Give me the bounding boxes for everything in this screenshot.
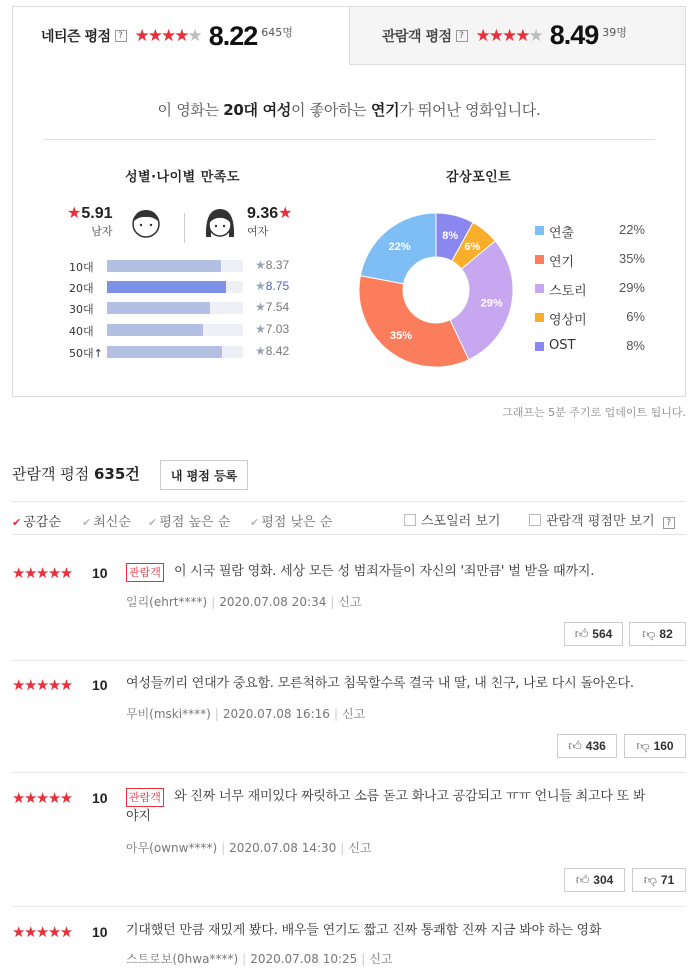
star-rating-icon: ★★★★★ — [475, 25, 542, 46]
tab-netizen-rating[interactable] — [13, 7, 349, 65]
report-link[interactable]: 신고 — [338, 595, 362, 609]
legend-label: 스토리 — [549, 284, 587, 299]
legend-percent: 29% — [618, 280, 645, 295]
age-bar-track — [107, 346, 243, 358]
age-bar-track — [107, 260, 243, 272]
star-icon: ★ — [255, 322, 266, 336]
review-stars-icon: ★★★★★ — [12, 564, 72, 582]
donut-slice-label: 29% — [480, 297, 503, 310]
review-text: 기대했던 만큼 재밌게 봤다. 배우들 연기도 짧고 진짜 통쾌함 진짜 지금 봐야 하는 영화 — [126, 923, 602, 938]
donut-slice-label: 8% — [442, 229, 459, 242]
reviews-title — [12, 463, 140, 484]
female-score — [247, 203, 292, 239]
register-rating-button[interactable]: 내 평점 등록 — [160, 460, 248, 490]
age-label: 50대↑ — [69, 347, 103, 360]
dislike-button[interactable] — [624, 734, 686, 758]
audience-badge: 관람객 — [126, 788, 164, 807]
thumbs-down-icon: 👎︎ — [636, 738, 650, 753]
report-link[interactable]: 신고 — [341, 707, 366, 721]
legend-swatch — [535, 313, 544, 322]
review-date: 2020.07.08 20:34 — [219, 595, 327, 609]
age-bar-fill — [107, 281, 226, 293]
age-row — [69, 301, 309, 315]
review-text: 이 시국 필람 영화. 세상 모든 성 범죄자들이 자신의 '죄만큼' 벌 받을 때까지. — [174, 564, 595, 579]
reviews-title-text: 관람객 평점 — [12, 465, 90, 483]
sort-latest[interactable] — [82, 511, 131, 530]
age-bar-fill — [107, 346, 222, 358]
summary-text: 이 영화는 — [157, 101, 224, 119]
check-icon: ✔ — [12, 516, 22, 529]
update-note: 그래프는 5분 주기로 업데이트 됩니다. — [502, 406, 686, 419]
age-row — [69, 323, 309, 337]
legend-item — [535, 252, 645, 268]
review-date: 2020.07.08 14:30 — [229, 841, 337, 855]
legend-label: OST — [549, 338, 576, 353]
age-row — [69, 259, 309, 273]
review-text: 여성들끼리 연대가 중요함. 모른척하고 침묵할수록 결국 내 딸, 내 친구, 나로 다시 돌아온다. — [126, 676, 634, 691]
like-button[interactable] — [564, 622, 623, 646]
review-text-line1: 와 진짜 너무 재미있다 짜릿하고 소름 돋고 화나고 공감되고 ㅠㅠ 언니들 최고다 또 봐 — [174, 789, 646, 804]
legend-swatch — [535, 342, 544, 351]
review-divider — [12, 660, 686, 661]
legend-percent: 6% — [626, 309, 645, 324]
dislike-button[interactable] — [632, 868, 686, 892]
star-icon: ★ — [255, 344, 266, 358]
points-title: 감상포인트 — [446, 170, 512, 185]
male-label: 남자 — [91, 225, 113, 238]
star-icon: ★ — [255, 258, 266, 272]
review-score: 10 — [92, 790, 108, 806]
star-icon: ★ — [255, 279, 266, 293]
donut-slice-label: 6% — [464, 241, 481, 254]
review-item — [12, 922, 686, 970]
female-label: 여자 — [247, 225, 269, 238]
donut-slice-label: 35% — [390, 330, 413, 343]
thumbs-down-icon: 👎︎ — [643, 872, 657, 887]
female-face-icon — [203, 205, 237, 239]
dislike-count: 160 — [653, 739, 674, 753]
age-label: 10대 — [69, 261, 94, 274]
legend-item — [535, 281, 645, 297]
legend-item — [535, 223, 645, 239]
age-label: 20대 — [69, 282, 94, 295]
summary-sentence — [13, 99, 685, 120]
sort-label: 평점 높은 순 — [159, 515, 231, 530]
review-meta: 무비(mski****) | 2020.07.08 16:16 | 신고 — [126, 707, 366, 721]
sort-sympathy[interactable] — [12, 511, 61, 530]
review-meta: 스트로보(0hwa****) | 2020.07.08 10:25 | 신고 — [126, 952, 393, 966]
like-count: 436 — [585, 739, 606, 753]
review-divider — [12, 906, 686, 907]
spoiler-filter[interactable] — [404, 510, 500, 529]
review-score: 10 — [92, 565, 108, 581]
age-bar-fill — [107, 260, 221, 272]
review-user[interactable]: 아무(ownw****) — [126, 841, 218, 855]
like-count: 564 — [592, 627, 613, 641]
filter-label: 관람객 평점만 보기 — [546, 514, 655, 529]
review-text-line2: 야지 — [126, 809, 151, 824]
summary-highlight-age: 20대 여성 — [223, 101, 292, 119]
thumbs-up-icon: 👍︎ — [568, 738, 582, 753]
help-icon[interactable]: ? — [115, 30, 127, 42]
legend-label: 연기 — [549, 255, 575, 270]
like-button[interactable] — [564, 868, 625, 892]
reviews-count: 635건 — [94, 465, 140, 483]
legend-percent: 35% — [618, 251, 645, 266]
sort-bar — [12, 501, 686, 535]
review-user[interactable]: 일리(ehrt****) — [126, 595, 208, 609]
rating-tabs — [13, 7, 685, 65]
review-user[interactable]: 무비(mski****) — [126, 707, 211, 721]
rating-panel — [12, 6, 686, 397]
thumbs-up-icon: 👍︎ — [575, 872, 590, 887]
satisfaction-title: 성별·나이별 만족도 — [125, 170, 240, 185]
like-count: 304 — [593, 873, 614, 887]
age-bar-fill — [107, 324, 203, 336]
audience-only-filter[interactable] — [529, 510, 675, 529]
report-link[interactable]: 신고 — [369, 952, 393, 966]
divider — [43, 139, 655, 140]
age-label: 30대 — [69, 303, 94, 316]
legend-swatch — [535, 226, 544, 235]
review-score: 10 — [92, 677, 108, 693]
age-bar-track — [107, 281, 243, 293]
rating-count: 39명 — [602, 25, 627, 39]
tab-label: 네티즌 평점 — [41, 29, 111, 45]
tab-audience-rating[interactable] — [349, 7, 685, 65]
age-row — [69, 280, 309, 294]
report-link[interactable]: 신고 — [348, 841, 372, 855]
like-button[interactable] — [557, 734, 617, 758]
star-rating-icon: ★★★★★ — [134, 26, 201, 46]
age-bar-track — [107, 302, 243, 314]
review-score: 10 — [92, 924, 108, 940]
filter-label: 스포일러 보기 — [421, 514, 501, 529]
review-meta: 일리(ehrt****) | 2020.07.08 20:34 | 신고 — [126, 595, 362, 609]
thumbs-down-icon: 👎︎ — [642, 626, 656, 641]
review-meta: 아무(ownw****) | 2020.07.08 14:30 | 신고 — [126, 841, 372, 855]
star-icon: ★ — [278, 203, 293, 222]
legend-label: 연출 — [549, 226, 575, 241]
age-bar-fill — [107, 302, 210, 314]
review-stars-icon: ★★★★★ — [12, 676, 72, 694]
review-item — [12, 788, 686, 903]
summary-text: 이 좋아하는 — [291, 101, 371, 119]
age-score: ★7.03 — [255, 322, 290, 336]
sort-label: 평점 낮은 순 — [261, 515, 333, 530]
rating-score: 8.22 — [208, 20, 258, 51]
summary-text: 가 뛰어난 영화입니다. — [399, 101, 541, 119]
thumbs-up-icon: 👍︎ — [574, 626, 589, 641]
audience-badge: 관람객 — [126, 563, 164, 582]
review-date: 2020.07.08 16:16 — [222, 707, 330, 721]
points-donut-chart — [357, 211, 515, 369]
star-icon: ★ — [255, 300, 266, 314]
star-icon: ★ — [67, 203, 82, 222]
summary-highlight-point: 연기 — [370, 101, 400, 119]
legend-swatch — [535, 284, 544, 293]
legend-percent: 8% — [626, 338, 645, 353]
sort-label: 최신순 — [93, 515, 131, 530]
checkbox[interactable] — [529, 514, 541, 526]
sort-label: 공감순 — [23, 515, 61, 530]
gender-divider — [184, 213, 185, 243]
legend-swatch — [535, 255, 544, 264]
age-row — [69, 345, 309, 359]
help-icon[interactable]: ? — [456, 30, 468, 42]
check-icon: ✔ — [82, 516, 92, 529]
tab-label: 관람객 평점 — [382, 28, 452, 45]
legend-label: 영상미 — [549, 313, 587, 328]
age-bar-track — [107, 324, 243, 336]
rating-count: 645명 — [261, 26, 293, 39]
age-label: 40대 — [69, 325, 94, 338]
age-score: ★8.75 — [255, 279, 290, 293]
age-score: ★8.37 — [255, 258, 290, 272]
age-score: ★7.54 — [255, 300, 290, 314]
dislike-count: 71 — [660, 873, 675, 887]
checkbox[interactable] — [404, 514, 416, 526]
donut-slice-label: 22% — [388, 241, 411, 254]
review-stars-icon: ★★★★★ — [12, 789, 72, 807]
male-face-icon — [129, 205, 163, 239]
check-icon: ✔ — [250, 516, 260, 529]
review-date: 2020.07.08 10:25 — [250, 952, 358, 966]
check-icon: ✔ — [148, 516, 158, 529]
legend-item — [535, 339, 645, 355]
review-item — [12, 563, 686, 663]
review-divider — [12, 772, 686, 773]
review-item — [12, 675, 686, 775]
legend-item — [535, 310, 645, 326]
legend-percent: 22% — [618, 222, 645, 237]
sort-high-score[interactable] — [148, 511, 230, 530]
dislike-button[interactable] — [629, 622, 686, 646]
rating-score: 8.49 — [549, 20, 599, 50]
sort-low-score[interactable] — [250, 511, 332, 530]
age-score: ★8.42 — [255, 344, 290, 358]
review-stars-icon: ★★★★★ — [12, 923, 72, 941]
female-score-value: 9.36 — [247, 205, 279, 222]
dislike-count: 82 — [659, 627, 673, 641]
review-user[interactable]: 스트로보(0hwa****) — [126, 952, 239, 966]
help-icon[interactable]: ? — [663, 517, 675, 529]
male-score-value: 5.91 — [81, 205, 113, 222]
male-score — [67, 203, 112, 239]
